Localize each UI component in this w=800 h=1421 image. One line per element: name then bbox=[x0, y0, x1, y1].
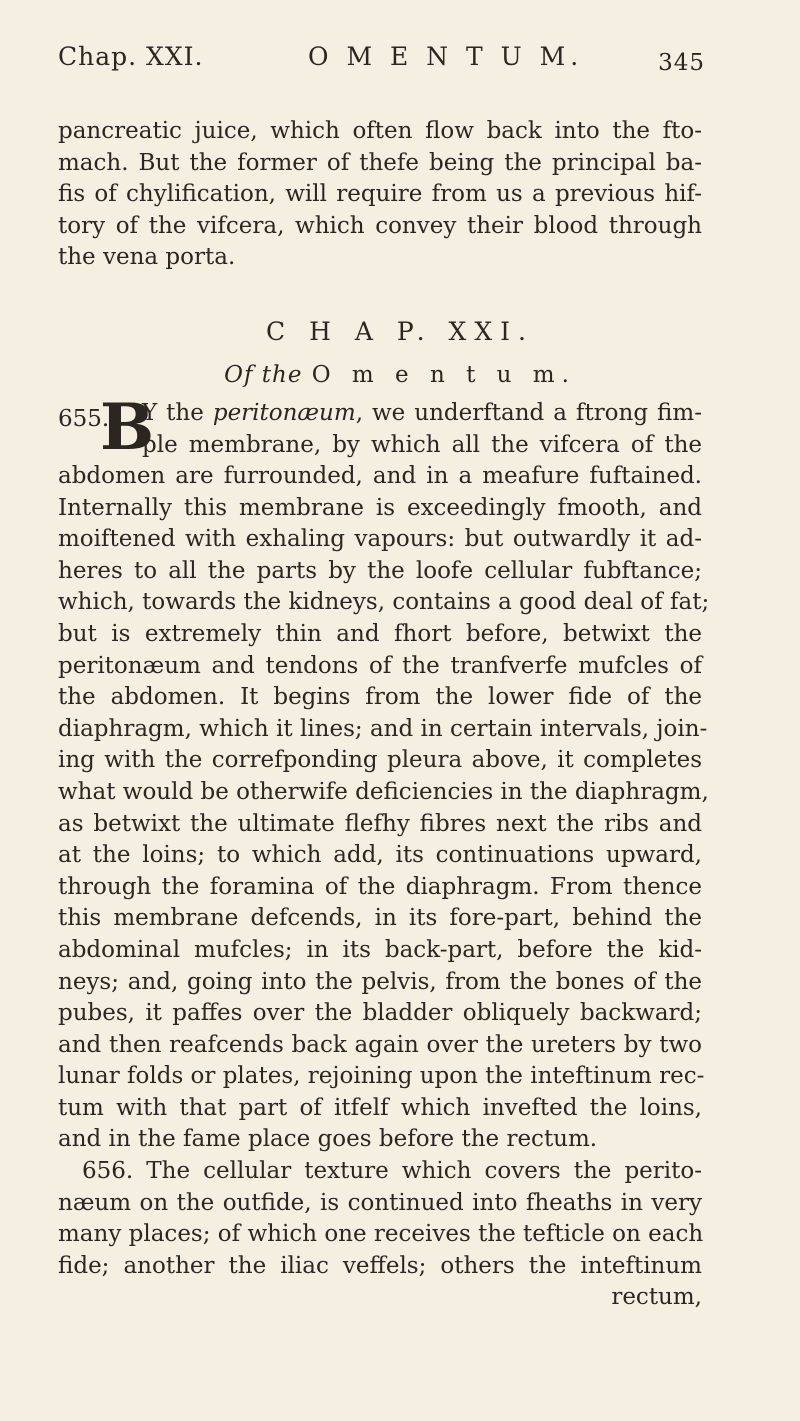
text-line: abdominal mufcles; in its back-part, before the kid- bbox=[58, 936, 702, 963]
text-line: fide; another the iliac veffels; others the inteftinum bbox=[58, 1252, 702, 1279]
text-line: peritonæum and tendons of the tranfverfe mufcles of bbox=[58, 652, 702, 679]
text-line: through the foramina of the diaphragm. From thence bbox=[58, 873, 702, 900]
text-line: as betwixt the ultimate flefhy fibres next the ribs and bbox=[58, 810, 702, 837]
text-line: pubes, it paffes over the bladder obliquely backward; bbox=[58, 1000, 702, 1027]
text-line: ing with the correfponding pleura above, it completes bbox=[58, 747, 702, 774]
text-line: heres to all the parts by the loofe cellular fubftance; bbox=[58, 557, 702, 584]
page-number: 345 bbox=[658, 50, 705, 76]
text-line: moiftened with exhaling vapours: but outwardly it ad- bbox=[58, 526, 702, 553]
text-line: the vena porta. bbox=[58, 244, 236, 271]
text-line: pancreatic juice, which often flow back into the fto- bbox=[58, 118, 702, 144]
text-line: ple membrane, by which all the vifcera of the bbox=[142, 431, 702, 458]
text-line: abdomen are furrounded, and in a meafure fuftained. bbox=[58, 463, 702, 489]
text-line: but is extremely thin and fhort before, betwixt the bbox=[58, 620, 702, 647]
text-line bbox=[142, 398, 702, 430]
text-line: fis of chylification, will require from us a previous hif- bbox=[58, 181, 702, 208]
running-title: O M E N T U M. bbox=[308, 42, 584, 71]
text-line: the abdomen. It begins from the lower fide of the bbox=[58, 684, 702, 711]
text-line: diaphragm, which it lines; and in certain intervals, join- bbox=[58, 715, 708, 742]
subtitle-prefix: Of the bbox=[224, 362, 303, 388]
subtitle-word: O m e n t u m. bbox=[311, 362, 576, 388]
chapter-title: C H A P. XXI. bbox=[266, 317, 534, 346]
italic-term: peritonæum bbox=[212, 400, 356, 426]
chapter-subtitle bbox=[0, 362, 800, 388]
text-line: mach. But the former of thefe being the principal ba- bbox=[58, 149, 702, 176]
catchword: rectum, bbox=[611, 1284, 702, 1311]
text-line: which, towards the kidneys, contains a good deal of fat; bbox=[58, 589, 710, 616]
text-line: Internally this membrane is exceedingly fmooth, and bbox=[58, 494, 702, 521]
text-line: many places; of which one receives the tefticle on each bbox=[58, 1221, 704, 1248]
text-line: at the loins; to which add, its continuations upward, bbox=[58, 842, 702, 869]
opening-paragraph bbox=[58, 116, 702, 274]
drop-cap: B bbox=[100, 390, 155, 465]
text-line: lunar folds or plates, rejoining upon the inteftinum rec- bbox=[58, 1063, 705, 1090]
text-line: this membrane defcends, in its fore-part, behind the bbox=[58, 905, 702, 932]
section-655-body bbox=[58, 461, 710, 1156]
text-line: 656. The cellular texture which covers the perito- bbox=[82, 1158, 702, 1184]
section-number: 655. bbox=[58, 406, 110, 432]
text-line: tory of the vifcera, which convey their blood through bbox=[58, 212, 702, 239]
text-line: and in the fame place goes before the rectum. bbox=[58, 1126, 598, 1153]
chapter-label: Chap. XXI. bbox=[58, 42, 204, 71]
text-line: what would be otherwife deficiencies in the diaphragm, bbox=[58, 778, 709, 805]
text-line: næum on the outfide, is continued into fheaths in very bbox=[58, 1189, 702, 1216]
text-line: tum with that part of itfelf which invefted the loins, bbox=[58, 1094, 702, 1121]
section-656-body bbox=[58, 1156, 702, 1314]
text-fragment: , we underftand a ftrong fim- bbox=[355, 400, 702, 426]
text-fragment: Y the bbox=[142, 400, 213, 426]
text-line: and then reafcends back again over the ureters by two bbox=[58, 1031, 702, 1058]
text-line: neys; and, going into the pelvis, from the bones of the bbox=[58, 968, 702, 995]
